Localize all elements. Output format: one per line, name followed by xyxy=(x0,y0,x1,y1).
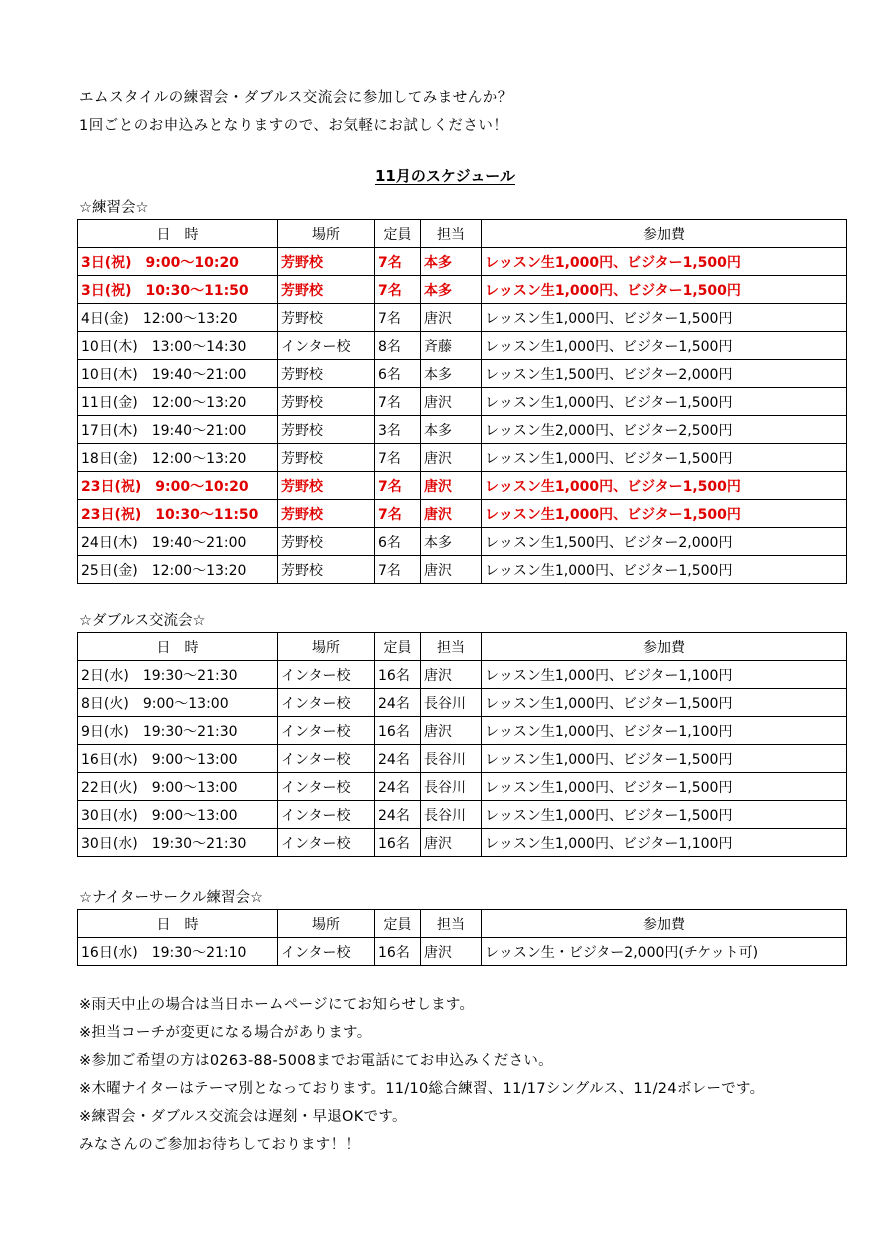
cell-place: 芳野校 xyxy=(278,500,375,528)
cell-place: インター校 xyxy=(278,745,375,773)
night-section-label: ☆ナイターサークル練習会☆ xyxy=(79,890,264,906)
table-row xyxy=(78,801,847,829)
cell-fee: レッスン生1,500円、ビジター2,000円 xyxy=(482,360,847,388)
intro-line-1: エムスタイルの練習会・ダブルス交流会に参加してみませんか？ xyxy=(79,90,513,106)
cell-staff: 唐沢 xyxy=(421,556,482,584)
table-row xyxy=(78,472,847,500)
note-line: みなさんのご参加お待ちしております！！ xyxy=(79,1137,361,1153)
table-row xyxy=(78,248,847,276)
cell-staff: 唐沢 xyxy=(421,444,482,472)
table-header-row xyxy=(78,220,847,248)
table-row xyxy=(78,938,847,966)
cell-staff: 本多 xyxy=(421,276,482,304)
cell-place: 芳野校 xyxy=(278,360,375,388)
cell-place: 芳野校 xyxy=(278,276,375,304)
cell-fee: レッスン生1,000円、ビジター1,500円 xyxy=(482,773,847,801)
note-line: ※雨天中止の場合は当日ホームページにてお知らせします。 xyxy=(79,997,475,1013)
cell-place: 芳野校 xyxy=(278,248,375,276)
cell-fee: レッスン生・ビジター2,000円(チケット可) xyxy=(482,938,847,966)
header-staff: 担当 xyxy=(421,220,482,248)
doubles-table xyxy=(77,632,847,857)
header-datetime: 日 時 xyxy=(78,633,278,661)
cell-fee: レッスン生1,000円、ビジター1,100円 xyxy=(482,661,847,689)
table-row xyxy=(78,689,847,717)
header-staff: 担当 xyxy=(421,910,482,938)
cell-capacity: 7名 xyxy=(375,472,421,500)
cell-place: インター校 xyxy=(278,332,375,360)
cell-staff: 長谷川 xyxy=(421,801,482,829)
cell-datetime: 23日(祝) 10:30～11:50 xyxy=(78,500,278,528)
practice-table xyxy=(77,219,847,584)
cell-place: 芳野校 xyxy=(278,388,375,416)
cell-datetime: 25日(金) 12:00～13:20 xyxy=(78,556,278,584)
cell-capacity: 6名 xyxy=(375,528,421,556)
cell-fee: レッスン生1,000円、ビジター1,500円 xyxy=(482,304,847,332)
table-row xyxy=(78,360,847,388)
cell-capacity: 3名 xyxy=(375,416,421,444)
cell-fee: レッスン生1,000円、ビジター1,500円 xyxy=(482,745,847,773)
cell-datetime: 30日(水) 19:30～21:30 xyxy=(78,829,278,857)
cell-staff: 唐沢 xyxy=(421,304,482,332)
cell-datetime: 9日(水) 19:30～21:30 xyxy=(78,717,278,745)
cell-fee: レッスン生1,000円、ビジター1,500円 xyxy=(482,332,847,360)
cell-place: 芳野校 xyxy=(278,528,375,556)
table-header-row xyxy=(78,910,847,938)
cell-capacity: 24名 xyxy=(375,745,421,773)
cell-datetime: 8日(火) 9:00～13:00 xyxy=(78,689,278,717)
cell-staff: 唐沢 xyxy=(421,388,482,416)
table-row xyxy=(78,332,847,360)
cell-capacity: 6名 xyxy=(375,360,421,388)
cell-fee: レッスン生2,000円、ビジター2,500円 xyxy=(482,416,847,444)
cell-fee: レッスン生1,000円、ビジター1,500円 xyxy=(482,276,847,304)
header-place: 場所 xyxy=(278,910,375,938)
table-row xyxy=(78,528,847,556)
cell-staff: 唐沢 xyxy=(421,717,482,745)
cell-staff: 本多 xyxy=(421,416,482,444)
cell-staff: 唐沢 xyxy=(421,661,482,689)
table-row xyxy=(78,829,847,857)
cell-datetime: 10日(木) 13:00～14:30 xyxy=(78,332,278,360)
practice-section-label: ☆練習会☆ xyxy=(79,200,149,216)
cell-fee: レッスン生1,000円、ビジター1,500円 xyxy=(482,801,847,829)
table-row xyxy=(78,745,847,773)
cell-datetime: 11日(金) 12:00～13:20 xyxy=(78,388,278,416)
cell-fee: レッスン生1,000円、ビジター1,500円 xyxy=(482,472,847,500)
header-place: 場所 xyxy=(278,633,375,661)
cell-staff: 唐沢 xyxy=(421,938,482,966)
cell-datetime: 3日(祝) 10:30～11:50 xyxy=(78,276,278,304)
header-capacity: 定員 xyxy=(375,220,421,248)
cell-capacity: 7名 xyxy=(375,444,421,472)
table-row xyxy=(78,556,847,584)
cell-staff: 本多 xyxy=(421,528,482,556)
doubles-section-label: ☆ダブルス交流会☆ xyxy=(79,613,206,629)
cell-fee: レッスン生1,000円、ビジター1,500円 xyxy=(482,444,847,472)
cell-place: 芳野校 xyxy=(278,472,375,500)
table-row xyxy=(78,416,847,444)
cell-capacity: 16名 xyxy=(375,661,421,689)
header-datetime: 日 時 xyxy=(78,220,278,248)
cell-datetime: 16日(水) 9:00～13:00 xyxy=(78,745,278,773)
intro-line-2: 1回ごとのお申込みとなりますので、お気軽にお試しください！ xyxy=(79,118,509,134)
cell-staff: 長谷川 xyxy=(421,689,482,717)
cell-datetime: 16日(水) 19:30～21:10 xyxy=(78,938,278,966)
cell-fee: レッスン生1,000円、ビジター1,100円 xyxy=(482,717,847,745)
intro-text xyxy=(79,84,513,140)
cell-staff: 本多 xyxy=(421,360,482,388)
cell-capacity: 16名 xyxy=(375,717,421,745)
cell-place: 芳野校 xyxy=(278,444,375,472)
cell-datetime: 18日(金) 12:00～13:20 xyxy=(78,444,278,472)
header-capacity: 定員 xyxy=(375,633,421,661)
cell-fee: レッスン生1,000円、ビジター1,500円 xyxy=(482,248,847,276)
table-row xyxy=(78,388,847,416)
cell-fee: レッスン生1,000円、ビジター1,500円 xyxy=(482,689,847,717)
cell-staff: 斉藤 xyxy=(421,332,482,360)
cell-capacity: 7名 xyxy=(375,304,421,332)
cell-capacity: 7名 xyxy=(375,556,421,584)
cell-staff: 唐沢 xyxy=(421,829,482,857)
cell-staff: 長谷川 xyxy=(421,745,482,773)
night-table xyxy=(77,909,847,966)
header-fee: 参加費 xyxy=(482,633,847,661)
cell-datetime: 17日(木) 19:40～21:00 xyxy=(78,416,278,444)
cell-place: インター校 xyxy=(278,773,375,801)
cell-capacity: 8名 xyxy=(375,332,421,360)
cell-place: インター校 xyxy=(278,829,375,857)
note-line: ※練習会・ダブルス交流会は遅刻・早退OKです。 xyxy=(79,1109,407,1125)
header-place: 場所 xyxy=(278,220,375,248)
cell-capacity: 7名 xyxy=(375,388,421,416)
cell-place: 芳野校 xyxy=(278,416,375,444)
table-row xyxy=(78,661,847,689)
header-staff: 担当 xyxy=(421,633,482,661)
cell-capacity: 7名 xyxy=(375,500,421,528)
notes xyxy=(79,991,764,1159)
cell-capacity: 7名 xyxy=(375,276,421,304)
cell-capacity: 24名 xyxy=(375,689,421,717)
cell-place: インター校 xyxy=(278,801,375,829)
page-title: 11月のスケジュール xyxy=(375,167,515,185)
cell-datetime: 24日(木) 19:40～21:00 xyxy=(78,528,278,556)
cell-place: インター校 xyxy=(278,661,375,689)
cell-capacity: 16名 xyxy=(375,829,421,857)
table-row xyxy=(78,304,847,332)
header-fee: 参加費 xyxy=(482,220,847,248)
cell-datetime: 10日(木) 19:40～21:00 xyxy=(78,360,278,388)
note-line: ※木曜ナイターはテーマ別となっております。11/10総合練習、11/17シングルス、11/24ボレーです。 xyxy=(79,1081,765,1097)
table-row xyxy=(78,717,847,745)
cell-datetime: 23日(祝) 9:00～10:20 xyxy=(78,472,278,500)
table-row xyxy=(78,276,847,304)
header-fee: 参加費 xyxy=(482,910,847,938)
cell-datetime: 2日(水) 19:30～21:30 xyxy=(78,661,278,689)
cell-staff: 唐沢 xyxy=(421,500,482,528)
cell-datetime: 22日(火) 9:00～13:00 xyxy=(78,773,278,801)
cell-capacity: 7名 xyxy=(375,248,421,276)
cell-place: 芳野校 xyxy=(278,304,375,332)
cell-datetime: 30日(水) 9:00～13:00 xyxy=(78,801,278,829)
cell-fee: レッスン生1,000円、ビジター1,100円 xyxy=(482,829,847,857)
table-row xyxy=(78,500,847,528)
cell-place: 芳野校 xyxy=(278,556,375,584)
table-header-row xyxy=(78,633,847,661)
table-row xyxy=(78,444,847,472)
cell-capacity: 16名 xyxy=(375,938,421,966)
cell-place: インター校 xyxy=(278,938,375,966)
header-capacity: 定員 xyxy=(375,910,421,938)
cell-staff: 唐沢 xyxy=(421,472,482,500)
cell-capacity: 24名 xyxy=(375,801,421,829)
cell-staff: 本多 xyxy=(421,248,482,276)
cell-datetime: 4日(金) 12:00～13:20 xyxy=(78,304,278,332)
cell-staff: 長谷川 xyxy=(421,773,482,801)
header-datetime: 日 時 xyxy=(78,910,278,938)
note-line: ※担当コーチが変更になる場合があります。 xyxy=(79,1025,372,1041)
cell-fee: レッスン生1,000円、ビジター1,500円 xyxy=(482,500,847,528)
cell-fee: レッスン生1,500円、ビジター2,000円 xyxy=(482,528,847,556)
cell-fee: レッスン生1,000円、ビジター1,500円 xyxy=(482,388,847,416)
cell-fee: レッスン生1,000円、ビジター1,500円 xyxy=(482,556,847,584)
table-row xyxy=(78,773,847,801)
cell-capacity: 24名 xyxy=(375,773,421,801)
cell-place: インター校 xyxy=(278,689,375,717)
note-line: ※参加ご希望の方は0263-88-5008までお電話にてお申込みください。 xyxy=(79,1053,553,1069)
cell-place: インター校 xyxy=(278,717,375,745)
cell-datetime: 3日(祝) 9:00～10:20 xyxy=(78,248,278,276)
